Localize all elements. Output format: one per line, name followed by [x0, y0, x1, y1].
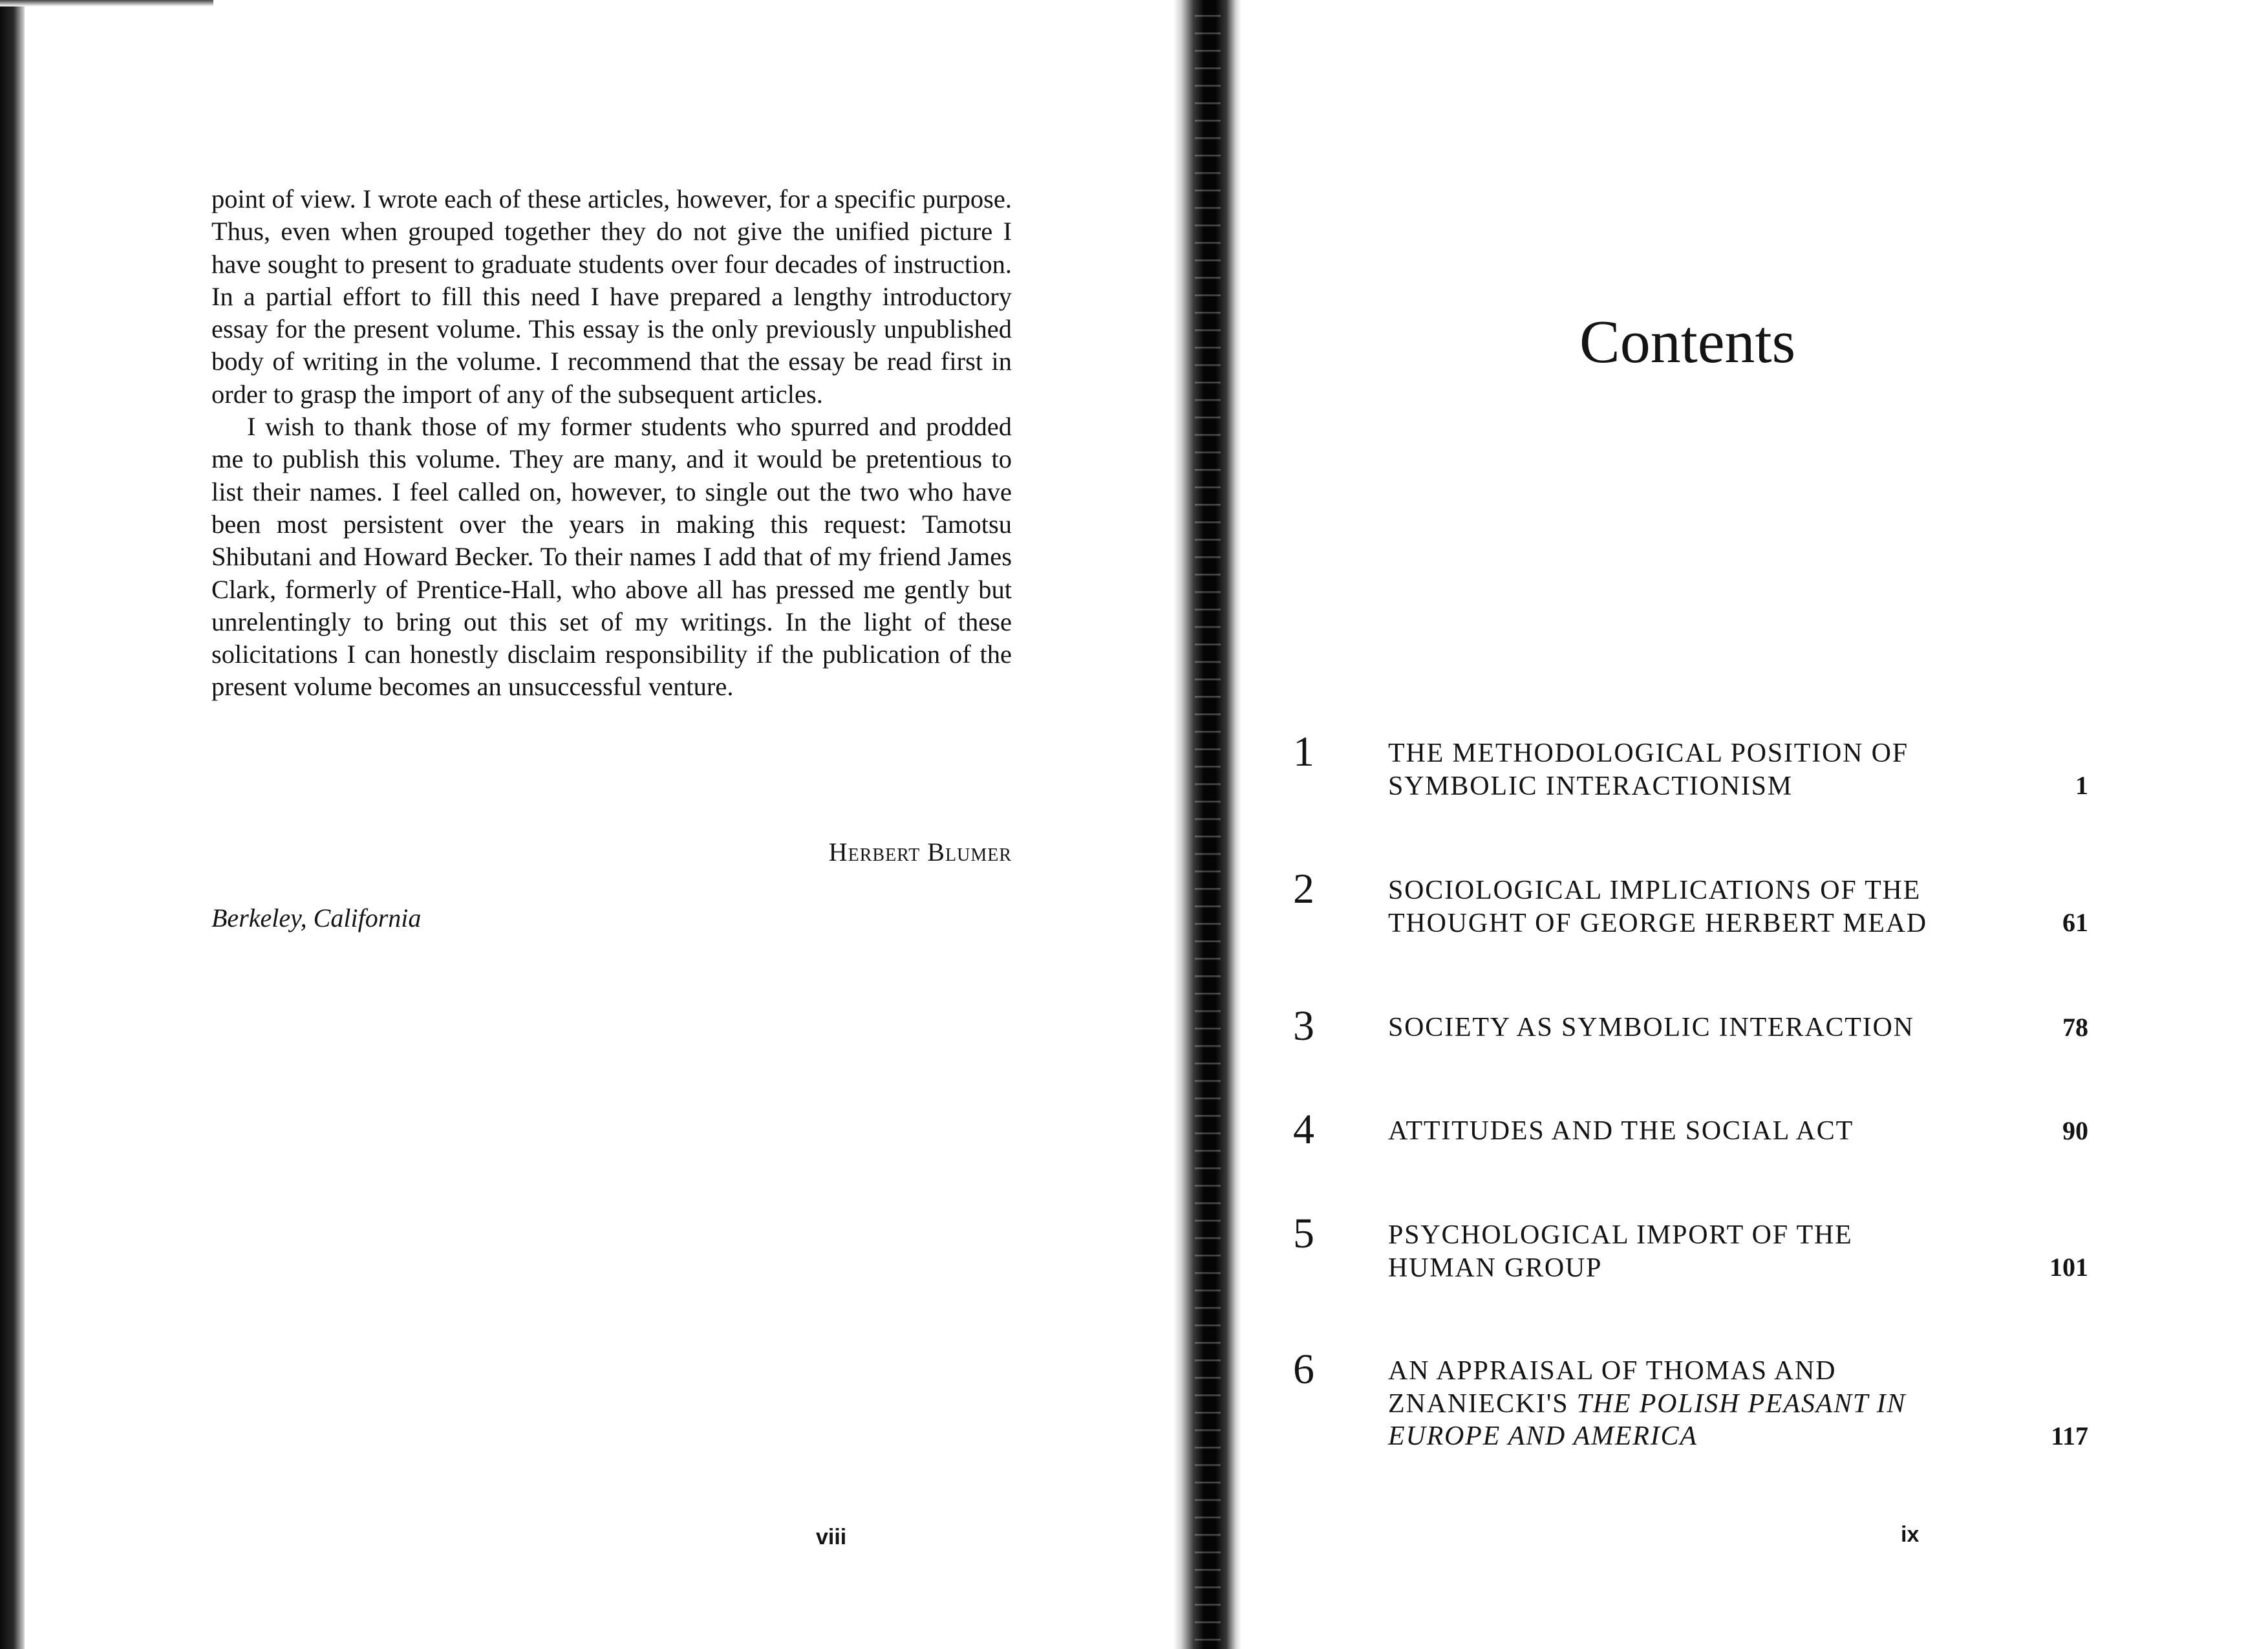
scan-left-edge — [0, 0, 25, 1649]
toc-entry-title-line: PSYCHOLOGICAL IMPORT OF THE — [1388, 1220, 1853, 1250]
toc-entry-page: 1 — [2075, 771, 2088, 800]
toc-entry-5[interactable] — [1293, 1210, 2088, 1283]
toc-entry-4[interactable] — [1293, 1106, 2088, 1153]
toc-entry-number: 6 — [1293, 1346, 1314, 1393]
toc-entry-title-line: AN APPRAISAL OF THOMAS AND — [1388, 1356, 1837, 1386]
scan-top-edge — [0, 0, 213, 6]
toc-entry-page: 90 — [2062, 1116, 2088, 1145]
toc-entry-title — [1388, 874, 1927, 940]
page-number-right: ix — [1901, 1522, 1920, 1547]
toc-entry-2[interactable] — [1293, 865, 2088, 938]
toc-entry-title — [1388, 1219, 1853, 1284]
preface-text — [211, 183, 1012, 704]
toc-entry-number: 1 — [1293, 728, 1314, 775]
toc-entry-title-line: HUMAN GROUP — [1388, 1253, 1603, 1283]
toc-entry-1[interactable] — [1293, 728, 2088, 801]
toc-entry-title-roman: ZNANIECKI'S — [1388, 1388, 1577, 1419]
toc-entry-page: 78 — [2062, 1013, 2088, 1042]
toc-entry-3[interactable] — [1293, 1002, 2088, 1050]
preface-paragraph-1: point of view. I wrote each of these articles, however, for a specific purpose. Thus, even when grouped together they do not give the unified picture I have sought to present to graduate students over four decades of instruction. In a partial effort to fill this need I have prepared a lengthy introductory essay for the present volume. This essay is the only previously unpublished body of writing in the volume. I recommend that the essay be read first in order to grasp the import of any of the subsequent articles. — [211, 184, 1012, 409]
toc-entry-page: 61 — [2062, 908, 2088, 937]
toc-entry-page: 101 — [2049, 1253, 2088, 1282]
toc-entry-6[interactable] — [1293, 1346, 2088, 1451]
author-signature: Herbert Blumer — [828, 837, 1012, 867]
toc-entry-title-line — [1388, 1388, 1906, 1421]
toc-entry-title — [1388, 1115, 1854, 1148]
toc-entry-title — [1388, 737, 1909, 803]
preface-paragraph-2: I wish to thank those of my former students who spurred and prodded me to publish this volume. They are many, and it would be pretentious to list their names. I feel called on, however, to single out the two who have been most persistent over the years in making this request: Tamotsu Shibutani and Howard Becker. To their names I add that of my friend James Clark, formerly of Prentice-Hall, who above all has pressed me gently but unrelentingly to bring out this set of my writings. In the light of these solicitations I can honestly disclaim responsibility if the publication of the present volume becomes an unsuccessful venture. — [211, 412, 1012, 702]
toc-entry-title-line: ATTITUDES AND THE SOCIAL ACT — [1388, 1116, 1854, 1146]
contents-title: Contents — [1579, 308, 1796, 376]
author-place: Berkeley, California — [211, 903, 422, 932]
book-gutter-texture — [1195, 0, 1221, 1649]
toc-entry-title-line: SYMBOLIC INTERACTIONISM — [1388, 771, 1793, 801]
toc-entry-title-line: SOCIOLOGICAL IMPLICATIONS OF THE — [1388, 876, 1921, 905]
page-number-left: viii — [816, 1525, 847, 1549]
toc-entry-title-line: EUROPE AND AMERICA — [1388, 1421, 1698, 1451]
toc-entry-title-line: THOUGHT OF GEORGE HERBERT MEAD — [1388, 908, 1927, 938]
toc-entry-number: 3 — [1293, 1002, 1314, 1050]
toc-entry-number: 5 — [1293, 1210, 1314, 1257]
toc-entry-title-line: SOCIETY AS SYMBOLIC INTERACTION — [1388, 1013, 1914, 1042]
toc-entry-number: 4 — [1293, 1106, 1314, 1153]
toc-entry-title — [1388, 1011, 1914, 1044]
toc-entry-title — [1388, 1355, 1906, 1453]
toc-entry-number: 2 — [1293, 865, 1314, 912]
toc-entry-title-line: THE METHODOLOGICAL POSITION OF — [1388, 738, 1909, 768]
toc-entry-title-italic: THE POLISH PEASANT IN — [1576, 1388, 1907, 1419]
toc-entry-page: 117 — [2051, 1421, 2088, 1450]
